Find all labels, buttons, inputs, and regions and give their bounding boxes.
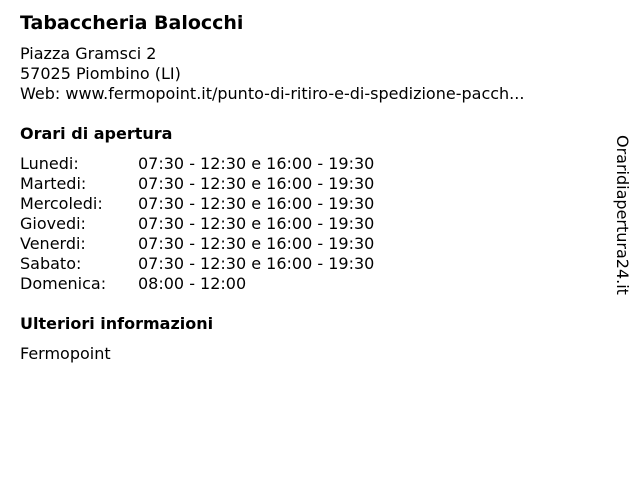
hours-row-tuesday [20, 174, 440, 194]
website-link[interactable]: Web: www.fermopoint.it/punto-di-ritiro-e-di-spedizione-pacch... [20, 84, 525, 103]
day-label: Martedi: [20, 174, 87, 193]
business-name: Tabaccheria Balocchi [20, 12, 244, 34]
time-range: 08:00 - 12:00 [138, 274, 247, 293]
site-brand-vertical: Oraridiapertura24.it [613, 135, 632, 295]
day-label: Sabato: [20, 254, 82, 273]
hours-row-wednesday [20, 194, 440, 214]
hours-row-sunday [20, 274, 440, 294]
additional-info-heading: Ulteriori informazioni [20, 314, 214, 333]
day-label: Venerdi: [20, 234, 86, 253]
additional-info-text: Fermopoint [20, 344, 111, 363]
day-label: Mercoledi: [20, 194, 103, 213]
address-street: Piazza Gramsci 2 [20, 44, 157, 63]
day-label: Giovedi: [20, 214, 86, 233]
time-range: 07:30 - 12:30 e 16:00 - 19:30 [138, 174, 375, 193]
time-range: 07:30 - 12:30 e 16:00 - 19:30 [138, 214, 375, 233]
day-label: Domenica: [20, 274, 107, 293]
time-range: 07:30 - 12:30 e 16:00 - 19:30 [138, 154, 375, 173]
day-label: Lunedi: [20, 154, 79, 173]
hours-row-saturday [20, 254, 440, 274]
time-range: 07:30 - 12:30 e 16:00 - 19:30 [138, 254, 375, 273]
hours-row-friday [20, 234, 440, 254]
opening-hours-heading: Orari di apertura [20, 124, 173, 143]
address-block [20, 44, 524, 104]
time-range: 07:30 - 12:30 e 16:00 - 19:30 [138, 234, 375, 253]
opening-hours-list [20, 154, 440, 294]
address-city: 57025 Piombino (LI) [20, 64, 181, 83]
hours-row-thursday [20, 214, 440, 234]
time-range: 07:30 - 12:30 e 16:00 - 19:30 [138, 194, 375, 213]
hours-row-monday [20, 154, 440, 174]
